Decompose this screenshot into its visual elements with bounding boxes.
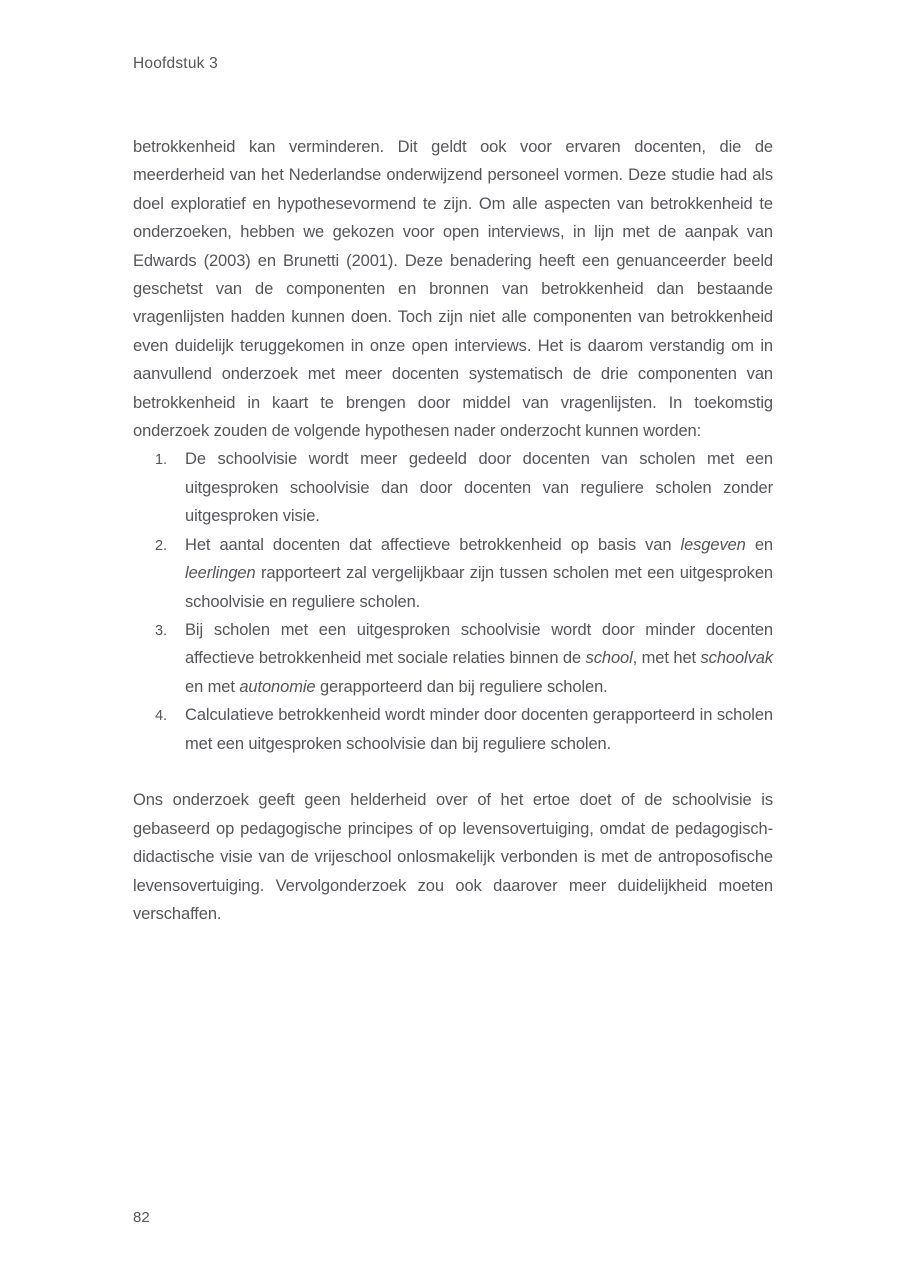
closing-paragraph: Ons onderzoek geeft geen helderheid over of het ertoe doet of de schoolvisie is gebaseerd op pedagogische principes of op levensovertuiging, omdat de pedagogisch-didactische visie van de vrijeschool onlosmakelijk verbonden is met de antroposofische levensovertuiging. Vervolgonderzoek zou ook daarover meer duidelijkheid moeten verschaffen. (133, 791, 773, 923)
hypotheses-list (133, 445, 773, 757)
hypothesis-item (133, 445, 773, 530)
hypothesis-number: 4. (155, 708, 167, 725)
hypothesis-text: De schoolvisie wordt meer gedeeld door docenten van scholen met een uitgesproken schoolvisie dan door docenten van reguliere scholen zonder uitgesproken visie. (185, 450, 773, 526)
hypothesis-item (133, 531, 773, 616)
hypothesis-text: Calculatieve betrokkenheid wordt minder door docenten gerapporteerd in scholen met een uitgesproken schoolvisie dan bij reguliere scholen. (185, 706, 773, 753)
page-number: 82 (133, 1209, 150, 1226)
hypothesis-item (133, 616, 773, 701)
hypothesis-item (133, 701, 773, 758)
hypothesis-number: 1. (155, 452, 167, 469)
intro-paragraph: betrokkenheid kan verminderen. Dit geldt ook voor ervaren docenten, die de meerderheid van het Nederlandse onderwijzend personeel vormen. Deze studie had als doel exploratief en hypothesevormend te zijn. Om alle aspecten van betrokkenheid te onderzoeken, hebben we gekozen voor open interviews, in lijn met de aanpak van Edwards (2003) en Brunetti (2001). Deze benadering heeft een genuanceerder beeld geschetst van de componenten en bronnen van betrokkenheid dan bestaande vragenlijsten hadden kunnen doen. Toch zijn niet alle componenten van betrokkenheid even duidelijk teruggekomen in onze open interviews. Het is daarom verstandig om in aanvullend onderzoek met meer docenten systematisch de drie componenten van betrokkenheid in kaart te brengen door middel van vragenlijsten. In toekomstig onderzoek zouden de volgende hypothesen nader onderzocht kunnen worden: (133, 138, 773, 441)
hypothesis-text: Bij scholen met een uitgesproken schoolvisie wordt door minder docenten affectieve betrokkenheid met sociale relaties binnen de school, met het schoolvak en met autonomie gerapporteerd dan bij reguliere scholen. (185, 620, 773, 696)
page-body (133, 133, 773, 928)
hypothesis-number: 3. (155, 622, 167, 639)
hypothesis-number: 2. (155, 537, 167, 554)
hypothesis-text: Het aantal docenten dat affectieve betrokkenheid op basis van lesgeven en leerlingen rapporteert zal vergelijkbaar zijn tussen scholen met een uitgesproken schoolvisie en reguliere scholen. (185, 535, 773, 611)
running-header: Hoofdstuk 3 (133, 55, 218, 72)
